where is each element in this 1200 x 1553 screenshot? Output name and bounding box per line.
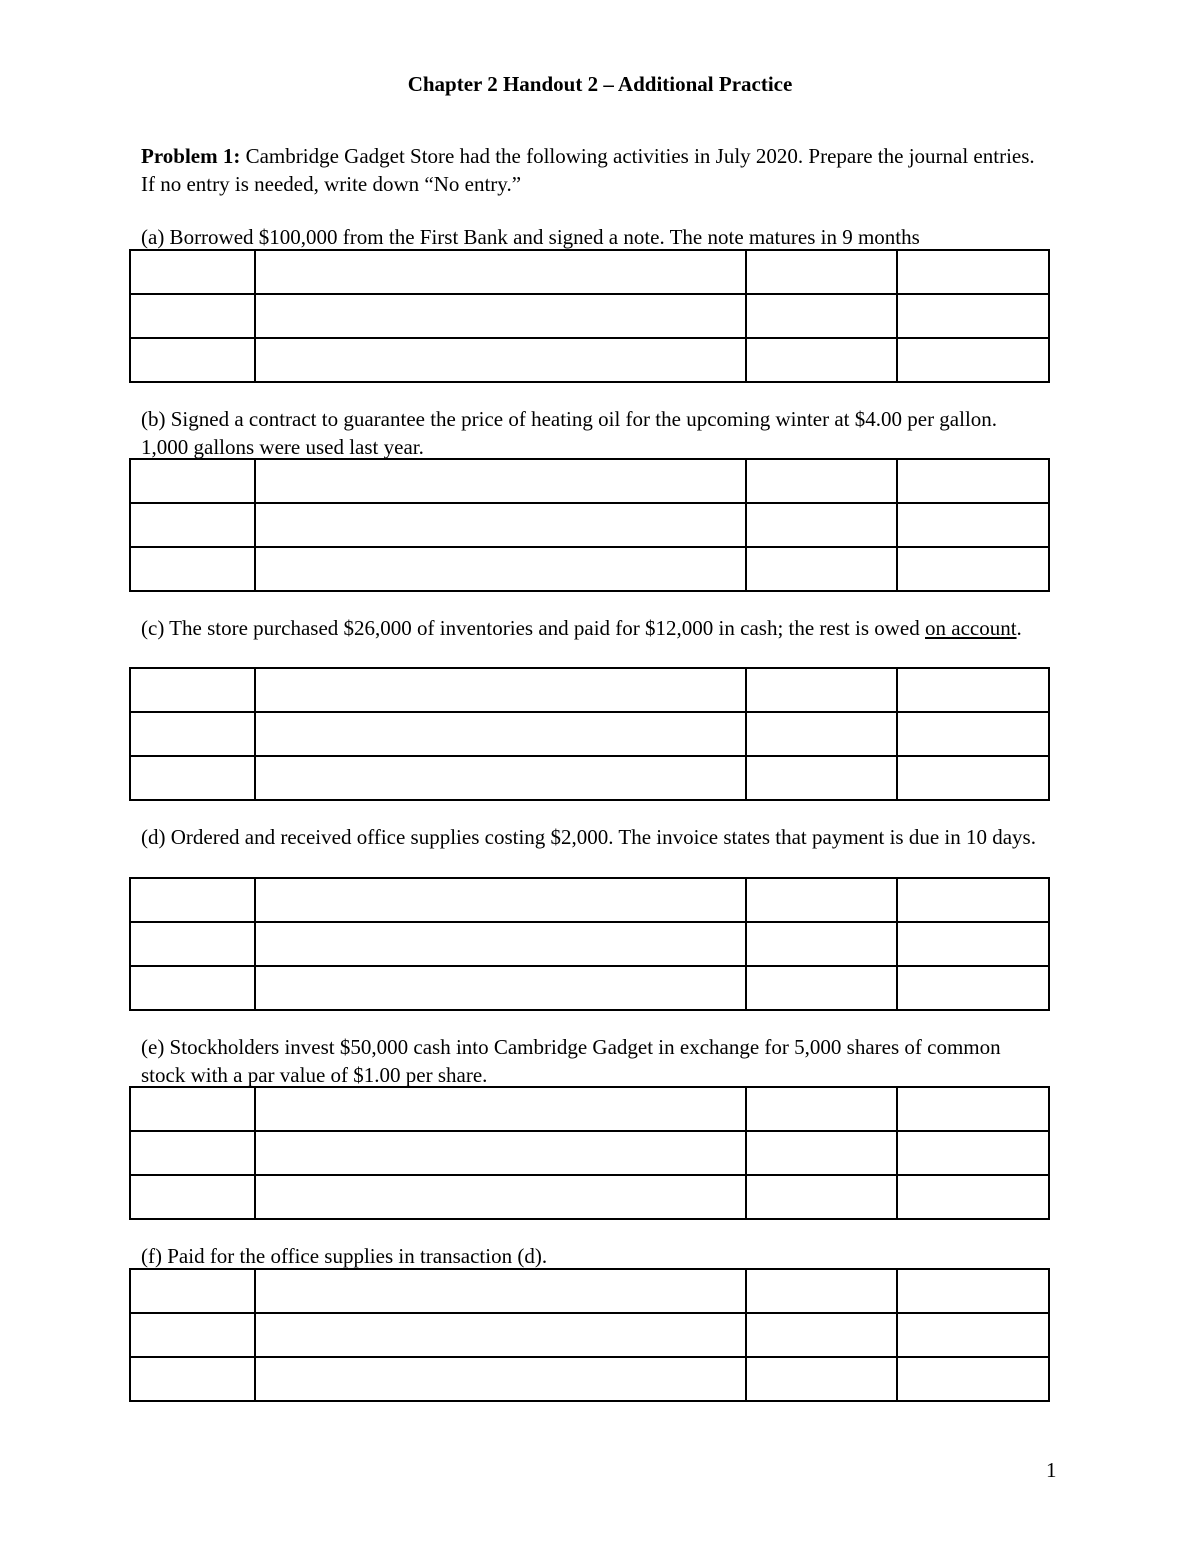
question-f: (f) Paid for the office supplies in transaction (d). (141, 1244, 548, 1268)
problem-text: Cambridge Gadget Store had the following activities in July 2020. Prepare the journal entries. If no entry is needed, write down “No entry.” (141, 144, 1035, 196)
debit-cell[interactable] (746, 1313, 897, 1357)
credit-cell[interactable] (897, 922, 1049, 966)
credit-cell[interactable] (897, 1131, 1049, 1175)
table-row (130, 1357, 1049, 1401)
account-cell[interactable] (255, 547, 746, 591)
date-cell[interactable] (130, 712, 255, 756)
question-a: (a) Borrowed $100,000 from the First Bank and signed a note. The note matures in 9 months (141, 225, 920, 249)
debit-cell[interactable] (746, 1087, 897, 1131)
table-row (130, 1087, 1049, 1131)
debit-cell[interactable] (746, 459, 897, 503)
table-row (130, 1313, 1049, 1357)
debit-cell[interactable] (746, 250, 897, 294)
debit-cell[interactable] (746, 1175, 897, 1219)
account-cell[interactable] (255, 1175, 746, 1219)
debit-cell[interactable] (746, 1131, 897, 1175)
credit-cell[interactable] (897, 966, 1049, 1010)
question-e: (e) Stockholders invest $50,000 cash into Cambridge Gadget in exchange for 5,000 shares of common stock with a par value of $1.00 per share. (141, 1035, 1001, 1087)
debit-cell[interactable] (746, 338, 897, 382)
credit-cell[interactable] (897, 338, 1049, 382)
table-row (130, 503, 1049, 547)
page-title: Chapter 2 Handout 2 – Additional Practice (407, 72, 793, 96)
credit-cell[interactable] (897, 503, 1049, 547)
credit-cell[interactable] (897, 250, 1049, 294)
account-cell[interactable] (255, 503, 746, 547)
table-row (130, 459, 1049, 503)
credit-cell[interactable] (897, 1087, 1049, 1131)
question-c-text: (c) The store purchased $26,000 of inventories and paid for $12,000 in cash; the rest is owed (141, 616, 925, 640)
journal-table-a (129, 249, 1050, 383)
date-cell[interactable] (130, 966, 255, 1010)
credit-cell[interactable] (897, 1357, 1049, 1401)
page-number: 1 (1046, 1458, 1057, 1482)
account-cell[interactable] (255, 459, 746, 503)
account-cell[interactable] (255, 966, 746, 1010)
date-cell[interactable] (130, 1357, 255, 1401)
account-cell[interactable] (255, 1131, 746, 1175)
date-cell[interactable] (130, 1175, 255, 1219)
table-row (130, 338, 1049, 382)
credit-cell[interactable] (897, 878, 1049, 922)
problem-label: Problem 1: (141, 144, 241, 168)
question-c (141, 614, 1046, 642)
journal-table-b (129, 458, 1050, 592)
date-cell[interactable] (130, 503, 255, 547)
table-row (130, 250, 1049, 294)
table-row (130, 966, 1049, 1010)
table-row (130, 1131, 1049, 1175)
date-cell[interactable] (130, 294, 255, 338)
account-cell[interactable] (255, 922, 746, 966)
date-cell[interactable] (130, 878, 255, 922)
question-b: (b) Signed a contract to guarantee the price of heating oil for the upcoming winter at $4.00 per gallon. 1,000 gallons were used last year. (141, 407, 998, 459)
credit-cell[interactable] (897, 1269, 1049, 1313)
credit-cell[interactable] (897, 668, 1049, 712)
date-cell[interactable] (130, 922, 255, 966)
table-row (130, 878, 1049, 922)
date-cell[interactable] (130, 459, 255, 503)
journal-table-e (129, 1086, 1050, 1220)
table-row (130, 547, 1049, 591)
table-row (130, 1269, 1049, 1313)
account-cell[interactable] (255, 1357, 746, 1401)
debit-cell[interactable] (746, 294, 897, 338)
credit-cell[interactable] (897, 547, 1049, 591)
debit-cell[interactable] (746, 712, 897, 756)
debit-cell[interactable] (746, 547, 897, 591)
debit-cell[interactable] (746, 1269, 897, 1313)
date-cell[interactable] (130, 547, 255, 591)
date-cell[interactable] (130, 756, 255, 800)
journal-table-c (129, 667, 1050, 801)
account-cell[interactable] (255, 1313, 746, 1357)
problem-intro (141, 142, 1041, 198)
debit-cell[interactable] (746, 668, 897, 712)
table-row (130, 756, 1049, 800)
account-cell[interactable] (255, 338, 746, 382)
account-cell[interactable] (255, 1269, 746, 1313)
debit-cell[interactable] (746, 966, 897, 1010)
credit-cell[interactable] (897, 1313, 1049, 1357)
journal-table-d (129, 877, 1050, 1011)
table-row (130, 668, 1049, 712)
debit-cell[interactable] (746, 878, 897, 922)
date-cell[interactable] (130, 668, 255, 712)
credit-cell[interactable] (897, 294, 1049, 338)
date-cell[interactable] (130, 1131, 255, 1175)
credit-cell[interactable] (897, 1175, 1049, 1219)
credit-cell[interactable] (897, 756, 1049, 800)
account-cell[interactable] (255, 756, 746, 800)
table-row (130, 1175, 1049, 1219)
account-cell[interactable] (255, 878, 746, 922)
debit-cell[interactable] (746, 1357, 897, 1401)
debit-cell[interactable] (746, 756, 897, 800)
account-cell[interactable] (255, 712, 746, 756)
journal-table-f (129, 1268, 1050, 1402)
table-row (130, 712, 1049, 756)
date-cell[interactable] (130, 1313, 255, 1357)
question-d: (d) Ordered and received office supplies costing $2,000. The invoice states that payment is due in 10 days. (141, 825, 1036, 849)
table-row (130, 294, 1049, 338)
question-c-underlined: on account (925, 616, 1017, 640)
date-cell[interactable] (130, 338, 255, 382)
credit-cell[interactable] (897, 459, 1049, 503)
date-cell[interactable] (130, 1269, 255, 1313)
question-c-end: . (1016, 616, 1022, 640)
date-cell[interactable] (130, 1087, 255, 1131)
account-cell[interactable] (255, 250, 746, 294)
debit-cell[interactable] (746, 503, 897, 547)
account-cell[interactable] (255, 1087, 746, 1131)
table-row (130, 922, 1049, 966)
date-cell[interactable] (130, 250, 255, 294)
debit-cell[interactable] (746, 922, 897, 966)
account-cell[interactable] (255, 668, 746, 712)
credit-cell[interactable] (897, 712, 1049, 756)
account-cell[interactable] (255, 294, 746, 338)
